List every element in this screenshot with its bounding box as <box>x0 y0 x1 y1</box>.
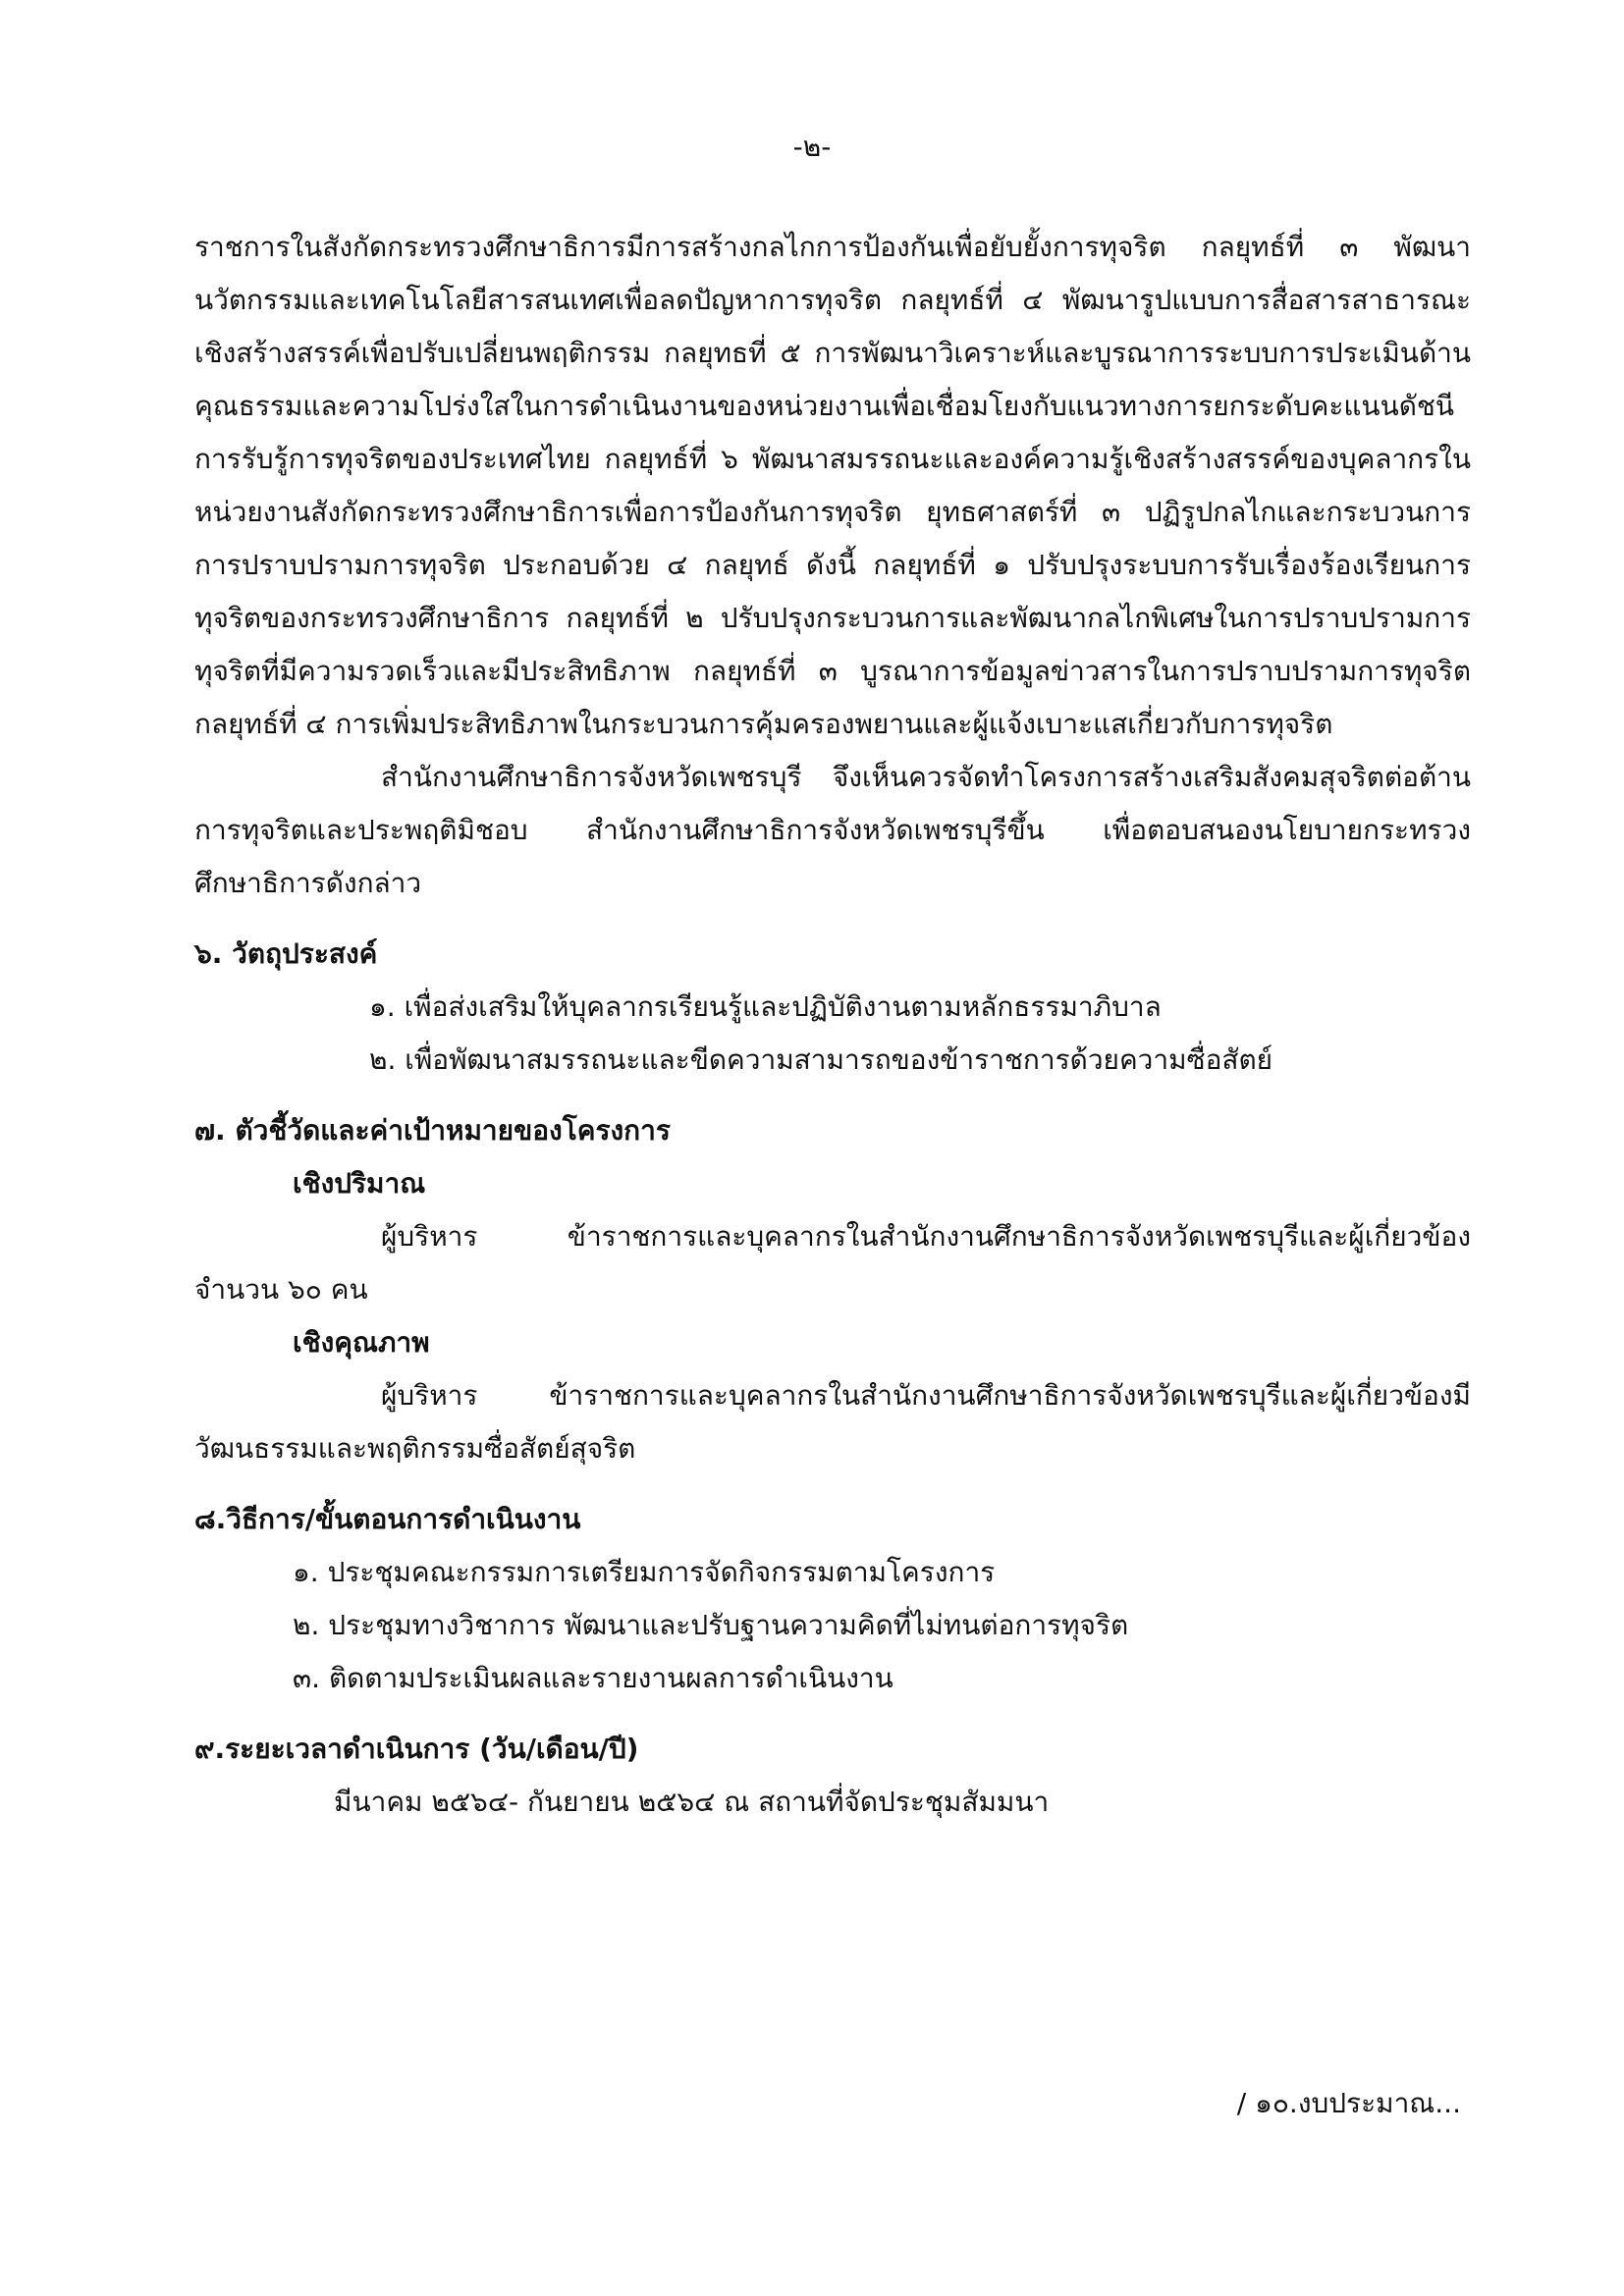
intro-paragraph: ราชการในสังกัดกระทรวงศึกษาธิการมีการสร้างกลไกการป้องกันเพื่อยับยั้งการทุจริต กลยุทธ์ที่ ๓ พัฒนานวัตกรรมและเทคโนโลยีสารสนเทศเพื่อลดปัญหาการทุจริต กลยุทธ์ที่ ๔ พัฒนารูปแบบการสื่อสารสาธารณะเชิงสร้างสรรค์เพื่อปรับเปลี่ยนพฤติกรรม กลยุทธที่ ๕ การพัฒนาวิเคราะห์และบูรณาการระบบการประเมินด้านคุณธรรมและความโปร่งใสในการดำเนินงานของหน่วยงานเพื่อเชื่อมโยงกับแนวทางการยกระดับคะแนนดัชนีการรับรู้การทุจริตของประเทศไทย กลยุทธ์ที่ ๖ พัฒนาสมรรถนะและองค์ความรู้เชิงสร้างสรรค์ของบุคลากรในหน่วยงานสังกัดกระทรวงศึกษาธิการเพื่อการป้องกันการทุจริต ยุทธศาสตร์ที่ ๓ ปฏิรูปกลไกและกระบวนการการปราบปรามการทุจริต ประกอบด้วย ๔ กลยุทธ์ ดังนี้ กลยุทธ์ที่ ๑ ปรับปรุงระบบการรับเรื่องร้องเรียนการทุจริตของกระทรวงศึกษาธิการ กลยุทธ์ที่ ๒ ปรับปรุงกระบวนการและพัฒนากลไกพิเศษในการปราบปรามการทุจริตที่มีความรวดเร็วและมีประสิทธิภาพ กลยุทธ์ที่ ๓ บูรณาการข้อมูลข่าวสารในการปราบปรามการทุจริต กลยุทธ์ที่ ๔ การเพิ่มประสิทธิภาพในกระบวนการคุ้มครองพยานและผู้แจ้งเบาะแสเกี่ยวกับการทุจริต <box>194 231 1471 740</box>
procedure-heading: ๘.วิธีการ/ขั้นตอนการดำเนินงาน <box>194 1503 581 1535</box>
qualitative-text: ผู้บริหาร ข้าราชการและบุคลากรในสำนักงานศึกษาธิการจังหวัดเพชรบุรีและผู้เกี่ยวข้องมีวัฒนธรรมและพฤติกรรมซื่อสัตย์สุจริต <box>194 1379 1471 1465</box>
procedure-step: ๑. ประชุมคณะกรรมการเตรียมการจัดกิจกรรมตามโครงการ <box>293 1556 996 1588</box>
objective-item: ๑. เพื่อส่งเสริมให้บุคลากรเรียนรู้และปฏิบัติงานตามหลักธรรมาภิบาล <box>369 990 1162 1023</box>
timeline-section <box>194 1723 1471 1829</box>
page-number: -๒- <box>792 131 832 163</box>
objectives-heading: ๖. วัตถุประสงค์ <box>194 937 378 970</box>
objective-item: ๒. เพื่อพัฒนาสมรรถนะและขีดความสามารถของข้าราชการด้วยความซื่อสัตย์ <box>369 1043 1273 1076</box>
rationale-paragraph: สำนักงานศึกษาธิการจังหวัดเพชรบุรี จึงเห็นควรจัดทำโครงการสร้างเสริมสังคมสุจริตต่อต้านการทุจริตและประพฤติมิชอบ สำนักงานศึกษาธิการจังหวัดเพชรบุรีขึ้น เพื่อตอบสนองนโยบายกระทรวงศึกษาธิการดังกล่าว <box>194 761 1471 899</box>
quantitative-text: ผู้บริหาร ข้าราชการและบุคลากรในสำนักงานศึกษาธิการจังหวัดเพชรบุรีและผู้เกี่ยวข้องจำนวน ๖๐ คน <box>194 1220 1471 1306</box>
procedure-step: ๓. ติดตามประเมินผลและรายงานผลการดำเนินงาน <box>293 1662 893 1694</box>
procedure-section <box>194 1493 1471 1705</box>
quantitative-heading: เชิงปริมาณ <box>293 1167 426 1200</box>
indicators-heading: ๗. ตัวชี้วัดและค่าเป้าหมายของโครงการ <box>194 1114 671 1147</box>
timeline-heading: ๙.ระยะเวลาดำเนินการ (วัน/เดือน/ปี) <box>194 1733 639 1765</box>
procedure-step: ๒. ประชุมทางวิชาการ พัฒนาและปรับฐานความคิดที่ไม่ทนต่อการทุจริต <box>293 1609 1129 1641</box>
timeline-text: มีนาคม ๒๕๖๔- กันยายน ๒๕๖๔ ณ สถานที่จัดประชุมสัมมนา <box>334 1786 1050 1818</box>
document-body <box>194 221 1471 1829</box>
continuation-note: / ๑๐.งบประมาณ... <box>1236 2087 1461 2119</box>
objectives-section <box>194 928 1471 1087</box>
indicators-section <box>194 1104 1471 1475</box>
qualitative-heading: เชิงคุณภาพ <box>293 1326 430 1359</box>
